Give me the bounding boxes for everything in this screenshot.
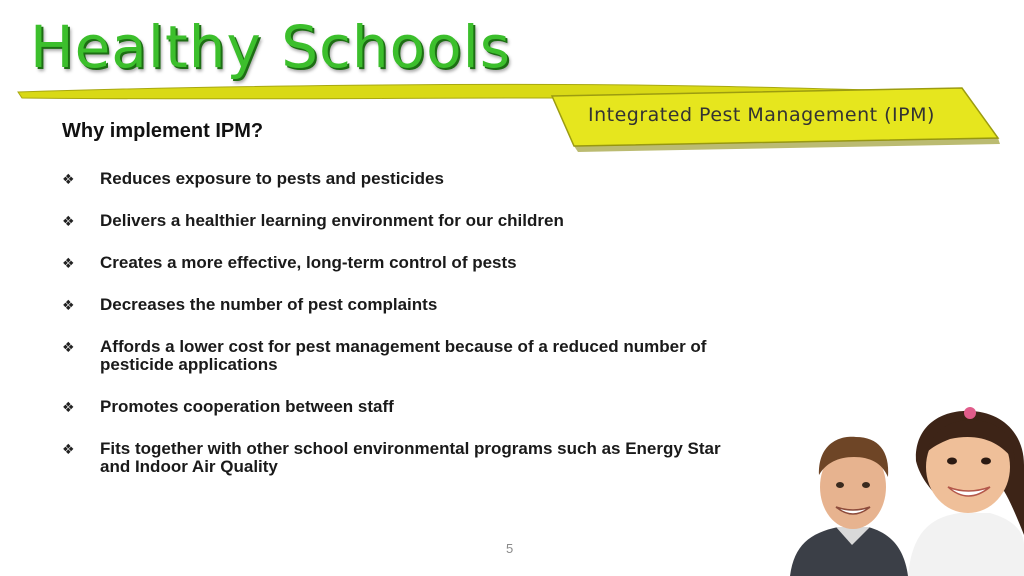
list-item bbox=[62, 170, 742, 188]
diamond-bullet-icon: ❖ bbox=[62, 256, 75, 272]
diamond-bullet-icon: ❖ bbox=[62, 340, 75, 356]
page-number: 5 bbox=[506, 541, 514, 556]
bullet-list bbox=[62, 170, 742, 500]
list-item bbox=[62, 398, 742, 416]
list-item bbox=[62, 254, 742, 272]
bullet-text: Creates a more effective, long-term control of pests bbox=[100, 253, 517, 272]
diamond-bullet-icon: ❖ bbox=[62, 214, 75, 230]
bullet-text: Promotes cooperation between staff bbox=[100, 397, 394, 416]
bullet-text: Decreases the number of pest complaints bbox=[100, 295, 438, 314]
diamond-bullet-icon: ❖ bbox=[62, 172, 75, 188]
list-item bbox=[62, 212, 742, 230]
diamond-bullet-icon: ❖ bbox=[62, 442, 75, 458]
bullet-text: Reduces exposure to pests and pesticides bbox=[100, 169, 444, 188]
presentation-subtitle: Integrated Pest Management (IPM) bbox=[588, 104, 935, 126]
bullet-text: Delivers a healthier learning environment for our children bbox=[100, 211, 564, 230]
bullet-text: Affords a lower cost for pest management because of a reduced number of pesticide applications bbox=[100, 337, 707, 374]
girl-figure bbox=[908, 407, 1024, 576]
diamond-bullet-icon: ❖ bbox=[62, 400, 75, 416]
list-item bbox=[62, 338, 742, 374]
presentation-title: Healthy Schools bbox=[30, 13, 511, 81]
children-photo bbox=[790, 405, 1024, 576]
diamond-bullet-icon: ❖ bbox=[62, 298, 75, 314]
list-item bbox=[62, 296, 742, 314]
bullet-text: Fits together with other school environmental programs such as Energy Star and Indoor Air Quality bbox=[100, 439, 721, 476]
list-item bbox=[62, 440, 742, 476]
boy-figure bbox=[790, 437, 908, 576]
section-heading: Why implement IPM? bbox=[62, 120, 264, 142]
